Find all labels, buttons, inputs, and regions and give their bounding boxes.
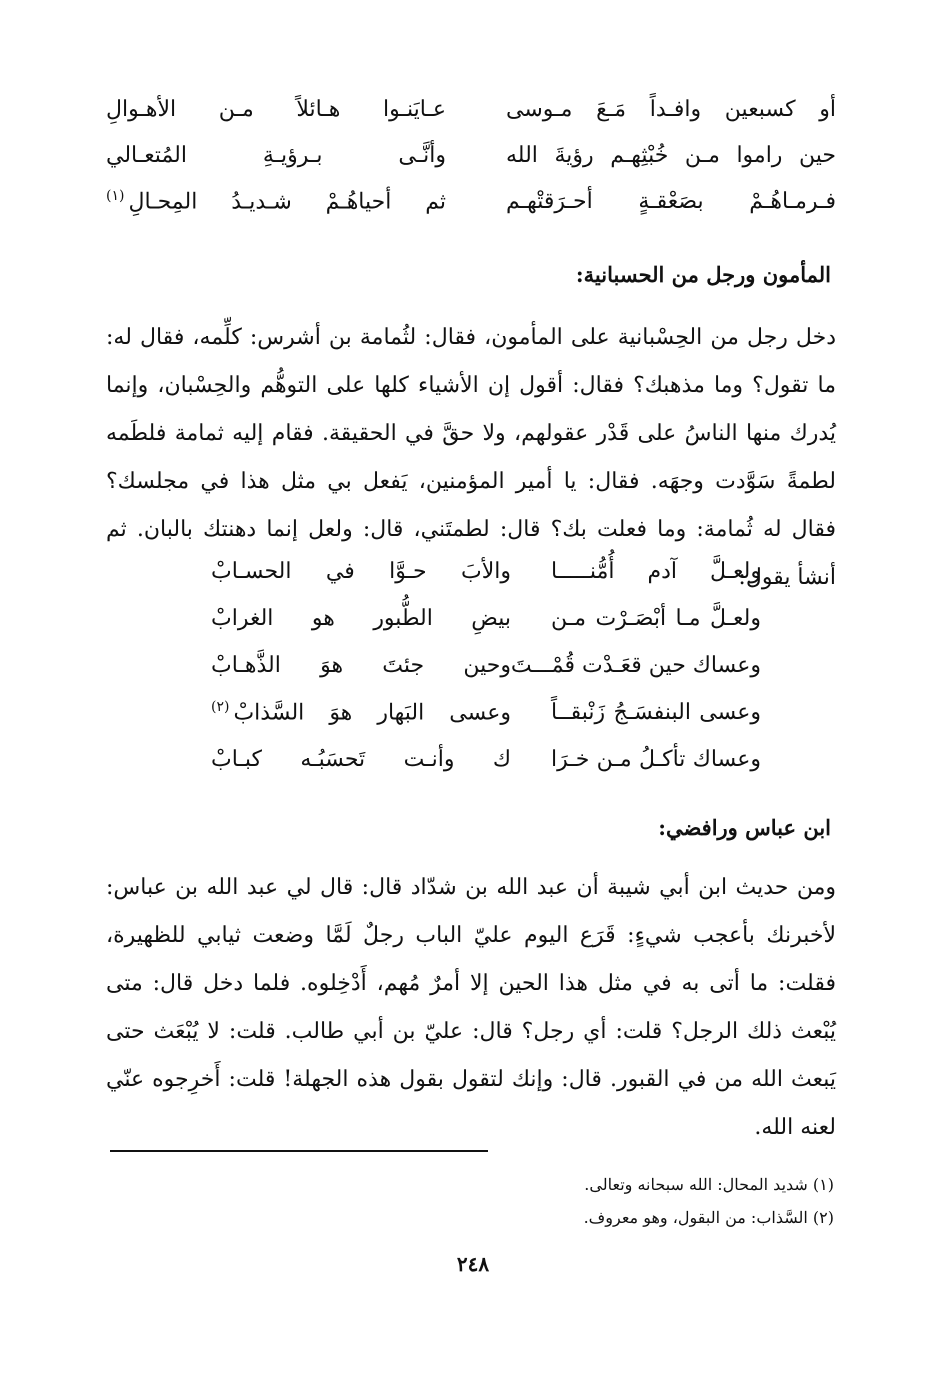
verse-second-hemistich: ك وأنـت تَحسَبُـه كبـابْ bbox=[211, 747, 511, 772]
footnote-2: (٢) السَّذاب: من البقول، وهو معروف. bbox=[583, 1208, 834, 1227]
poem-hisbaniya bbox=[211, 548, 761, 783]
verse-first-hemistich: ولعـلَّ مـا أبْصَـرْت مـن bbox=[551, 606, 761, 631]
poem-verse bbox=[211, 736, 761, 783]
verse-second-hemistich bbox=[106, 188, 446, 214]
verse-text: ثم أحياهُـمْ شـديـدُ المِحـالِ bbox=[128, 189, 446, 215]
footnote-ref: (٢) bbox=[211, 699, 230, 716]
footnote-1: (١) شديد المحال: الله سبحانه وتعالى. bbox=[584, 1175, 834, 1194]
verse-second-hemistich: وحين جئتَ هوَ الذَّهـابْ bbox=[211, 653, 511, 678]
poem-opening bbox=[106, 86, 836, 224]
verse-second-hemistich: والأبَ حـوَّا في الحسـابْ bbox=[211, 559, 511, 584]
poem-verse bbox=[106, 178, 836, 224]
paragraph-text: دخل رجل من الحِسْبانية على المأمون، فقال: لثُمامة بن أشرس: كلِّمه، فقال له: ما تقول؟ وما مذهبك؟ فقال: أقول إن الأشياء كلها على التوهُّم والحِسْبان، وإنما يُدرك منها الناسُ على قَدْر عقولهم، ولا حقَّ في الحقيقة. فقام إليه ثمامة فلطَمه لطمةً سَوَّدت وجهَه. فقال: يا أمير المؤمنين، يَفعل بي مثل هذا في مجلسك؟ فقال له ثُمامة: وما فعلت بك؟ قال: لطمتَني، قال: ولعل إنما دهنتك بالبان. ثم أنشأ يقول: bbox=[106, 325, 836, 590]
poem-verse bbox=[106, 86, 836, 132]
verse-second-hemistich bbox=[211, 699, 511, 725]
verse-first-hemistich: أو كسبعين وافـداً مَـعَ مـوسى bbox=[506, 96, 836, 122]
verse-first-hemistich: وعساك حين قعَـدْت قُمْـــتَ bbox=[510, 653, 761, 678]
poem-verse bbox=[106, 132, 836, 178]
verse-second-hemistich: وأنَّـى بـرؤيـةِ المُتعـالي bbox=[106, 142, 446, 168]
verse-second-hemistich: بيضِ الطُّبور هو الغرابْ bbox=[211, 606, 511, 631]
verse-first-hemistich: حين راموا مـن خُبْثِهـم رؤيةَ الله bbox=[506, 142, 836, 168]
page-number: ٢٤٨ bbox=[456, 1252, 490, 1276]
verse-first-hemistich: وعسى البنفسَـجُ زَنْبقــاً bbox=[551, 700, 761, 725]
footnote-ref: (١) bbox=[106, 187, 125, 204]
verse-first-hemistich: فـرمـاهُـمْ بصَعْقـةٍ أحـرَقتْهـم bbox=[506, 188, 836, 214]
poem-verse bbox=[211, 689, 761, 736]
verse-text: وعسى البَهار هوَ السَّذابْ bbox=[233, 700, 511, 726]
verse-first-hemistich: ولعـلَّ آدم أُمُّنـــــا bbox=[551, 559, 761, 584]
poem-verse bbox=[211, 642, 761, 689]
poem-verse bbox=[211, 548, 761, 595]
paragraph-ibn-abbas bbox=[106, 864, 836, 1152]
section-heading-ibn-abbas: ابن عباس ورافضي: bbox=[658, 815, 831, 840]
verse-first-hemistich: وعساك تأكـلُ مـن خـرَا bbox=[551, 747, 761, 772]
poem-verse bbox=[211, 595, 761, 642]
section-heading-mamun: المأمون ورجل من الحسبانية: bbox=[575, 262, 831, 287]
verse-second-hemistich: عـايَنـوا هـائلاً مـن الأهـوالِ bbox=[106, 96, 446, 122]
paragraph-text: ومن حديث ابن أبي شيبة أن عبد الله بن شدّاد قال: قال لي عبد الله بن عباس: لأخبرنك بأعجب شيءٍ: قَرَع اليوم عليّ الباب رجلٌ لَمَّا وضعت ثيابي للظهيرة، فقلت: ما أتى به في مثل هذا الحين إلا أمرٌ مُهم، أَدْخِلوه. فلما دخل قال: متى يُبْعث ذلك الرجل؟ قلت: أي رجل؟ قال: عليّ بن أبي طالب. قلت: لا يُبْعَث حتى يَبعث الله من في القبور. قال: وإنك لتقول بقول هذه الجهلة! قلت: أَخرِجوه عنّي لعنه الله. bbox=[106, 875, 836, 1140]
footnotes bbox=[584, 1168, 834, 1234]
footnote-divider bbox=[110, 1150, 488, 1152]
